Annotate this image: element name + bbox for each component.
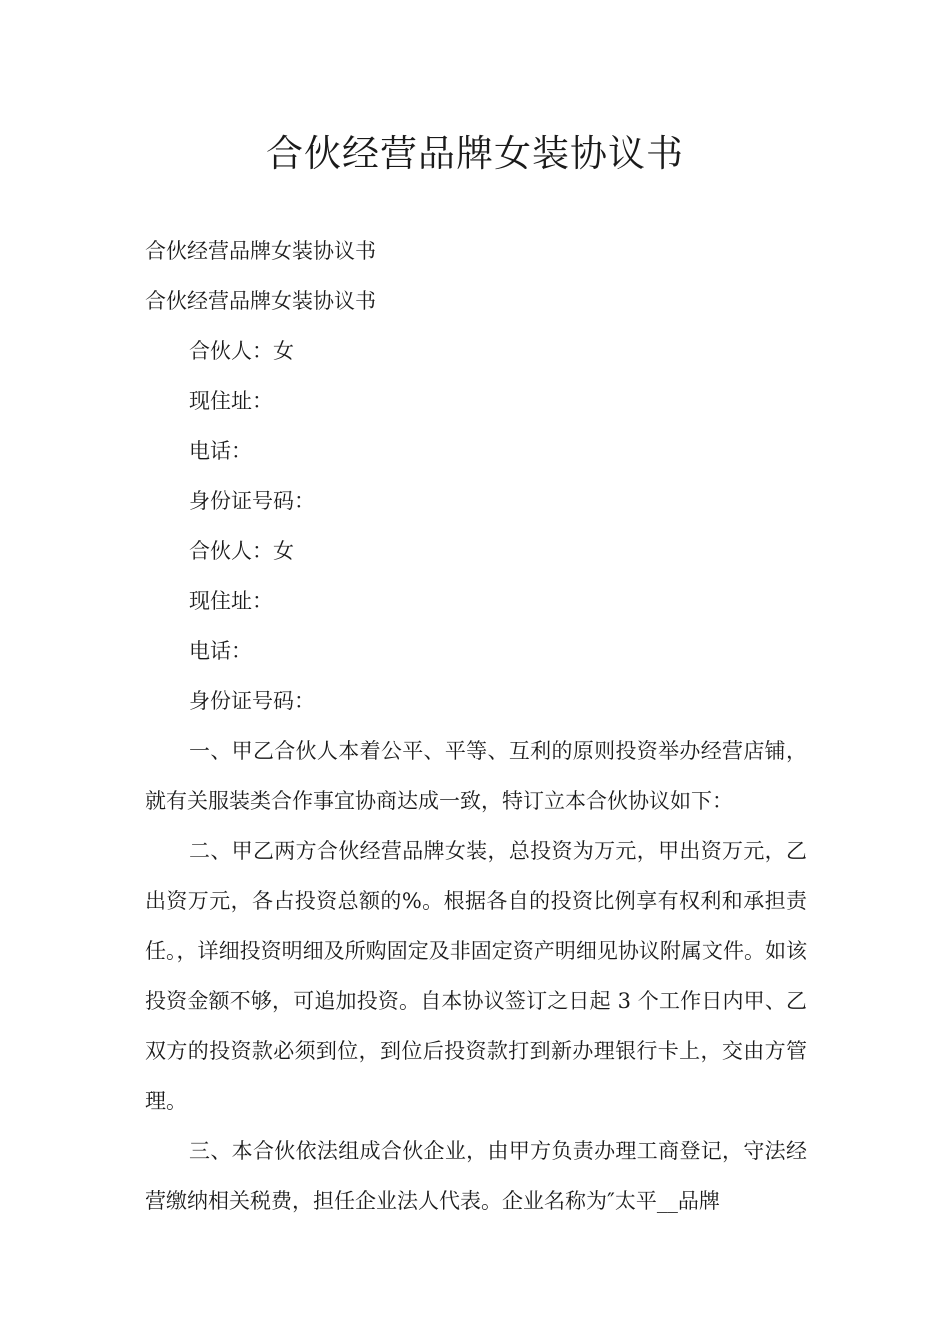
body-heading-2: 合伙经营品牌女装协议书 bbox=[145, 289, 376, 313]
body-heading-1: 合伙经营品牌女装协议书 bbox=[145, 239, 376, 263]
partner-b-name: 合伙人：女 bbox=[189, 539, 294, 563]
document-body bbox=[145, 226, 807, 1226]
partner-a-address: 现住址： bbox=[189, 389, 273, 413]
clause-3: 三、本合伙依法组成合伙企业，由甲方负责办理工商登记，守法经营缴纳相关税费，担任企业法人代表。企业名称为″太平__品牌 bbox=[145, 1139, 807, 1213]
clause-2: 二、甲乙两方合伙经营品牌女装，总投资为万元，甲出资万元，乙出资万元，各占投资总额的%。根据各自的投资比例享有权利和承担责任。，详细投资明细及所购固定及非固定资产明细见协议附属文件。如该投资金额不够，可追加投资。自本协议签订之日起 3 个工作日内甲、乙双方的投资款必须到位，到位后投资款打到新办理银行卡上，交由方管理。 bbox=[145, 839, 807, 1113]
partner-b-address: 现住址： bbox=[189, 589, 273, 613]
partner-b-phone: 电话： bbox=[189, 639, 252, 663]
document-title: 合伙经营品牌女装协议书 bbox=[266, 132, 684, 175]
partner-b-id: 身份证号码： bbox=[189, 689, 315, 713]
partner-a-phone: 电话： bbox=[189, 439, 252, 463]
partner-a-id: 身份证号码： bbox=[189, 489, 315, 513]
partner-a-name: 合伙人：女 bbox=[189, 339, 294, 363]
clause-1: 一、甲乙合伙人本着公平、平等、互利的原则投资举办经营店铺，就有关服装类合作事宜协商达成一致，特订立本合伙协议如下： bbox=[145, 739, 807, 813]
